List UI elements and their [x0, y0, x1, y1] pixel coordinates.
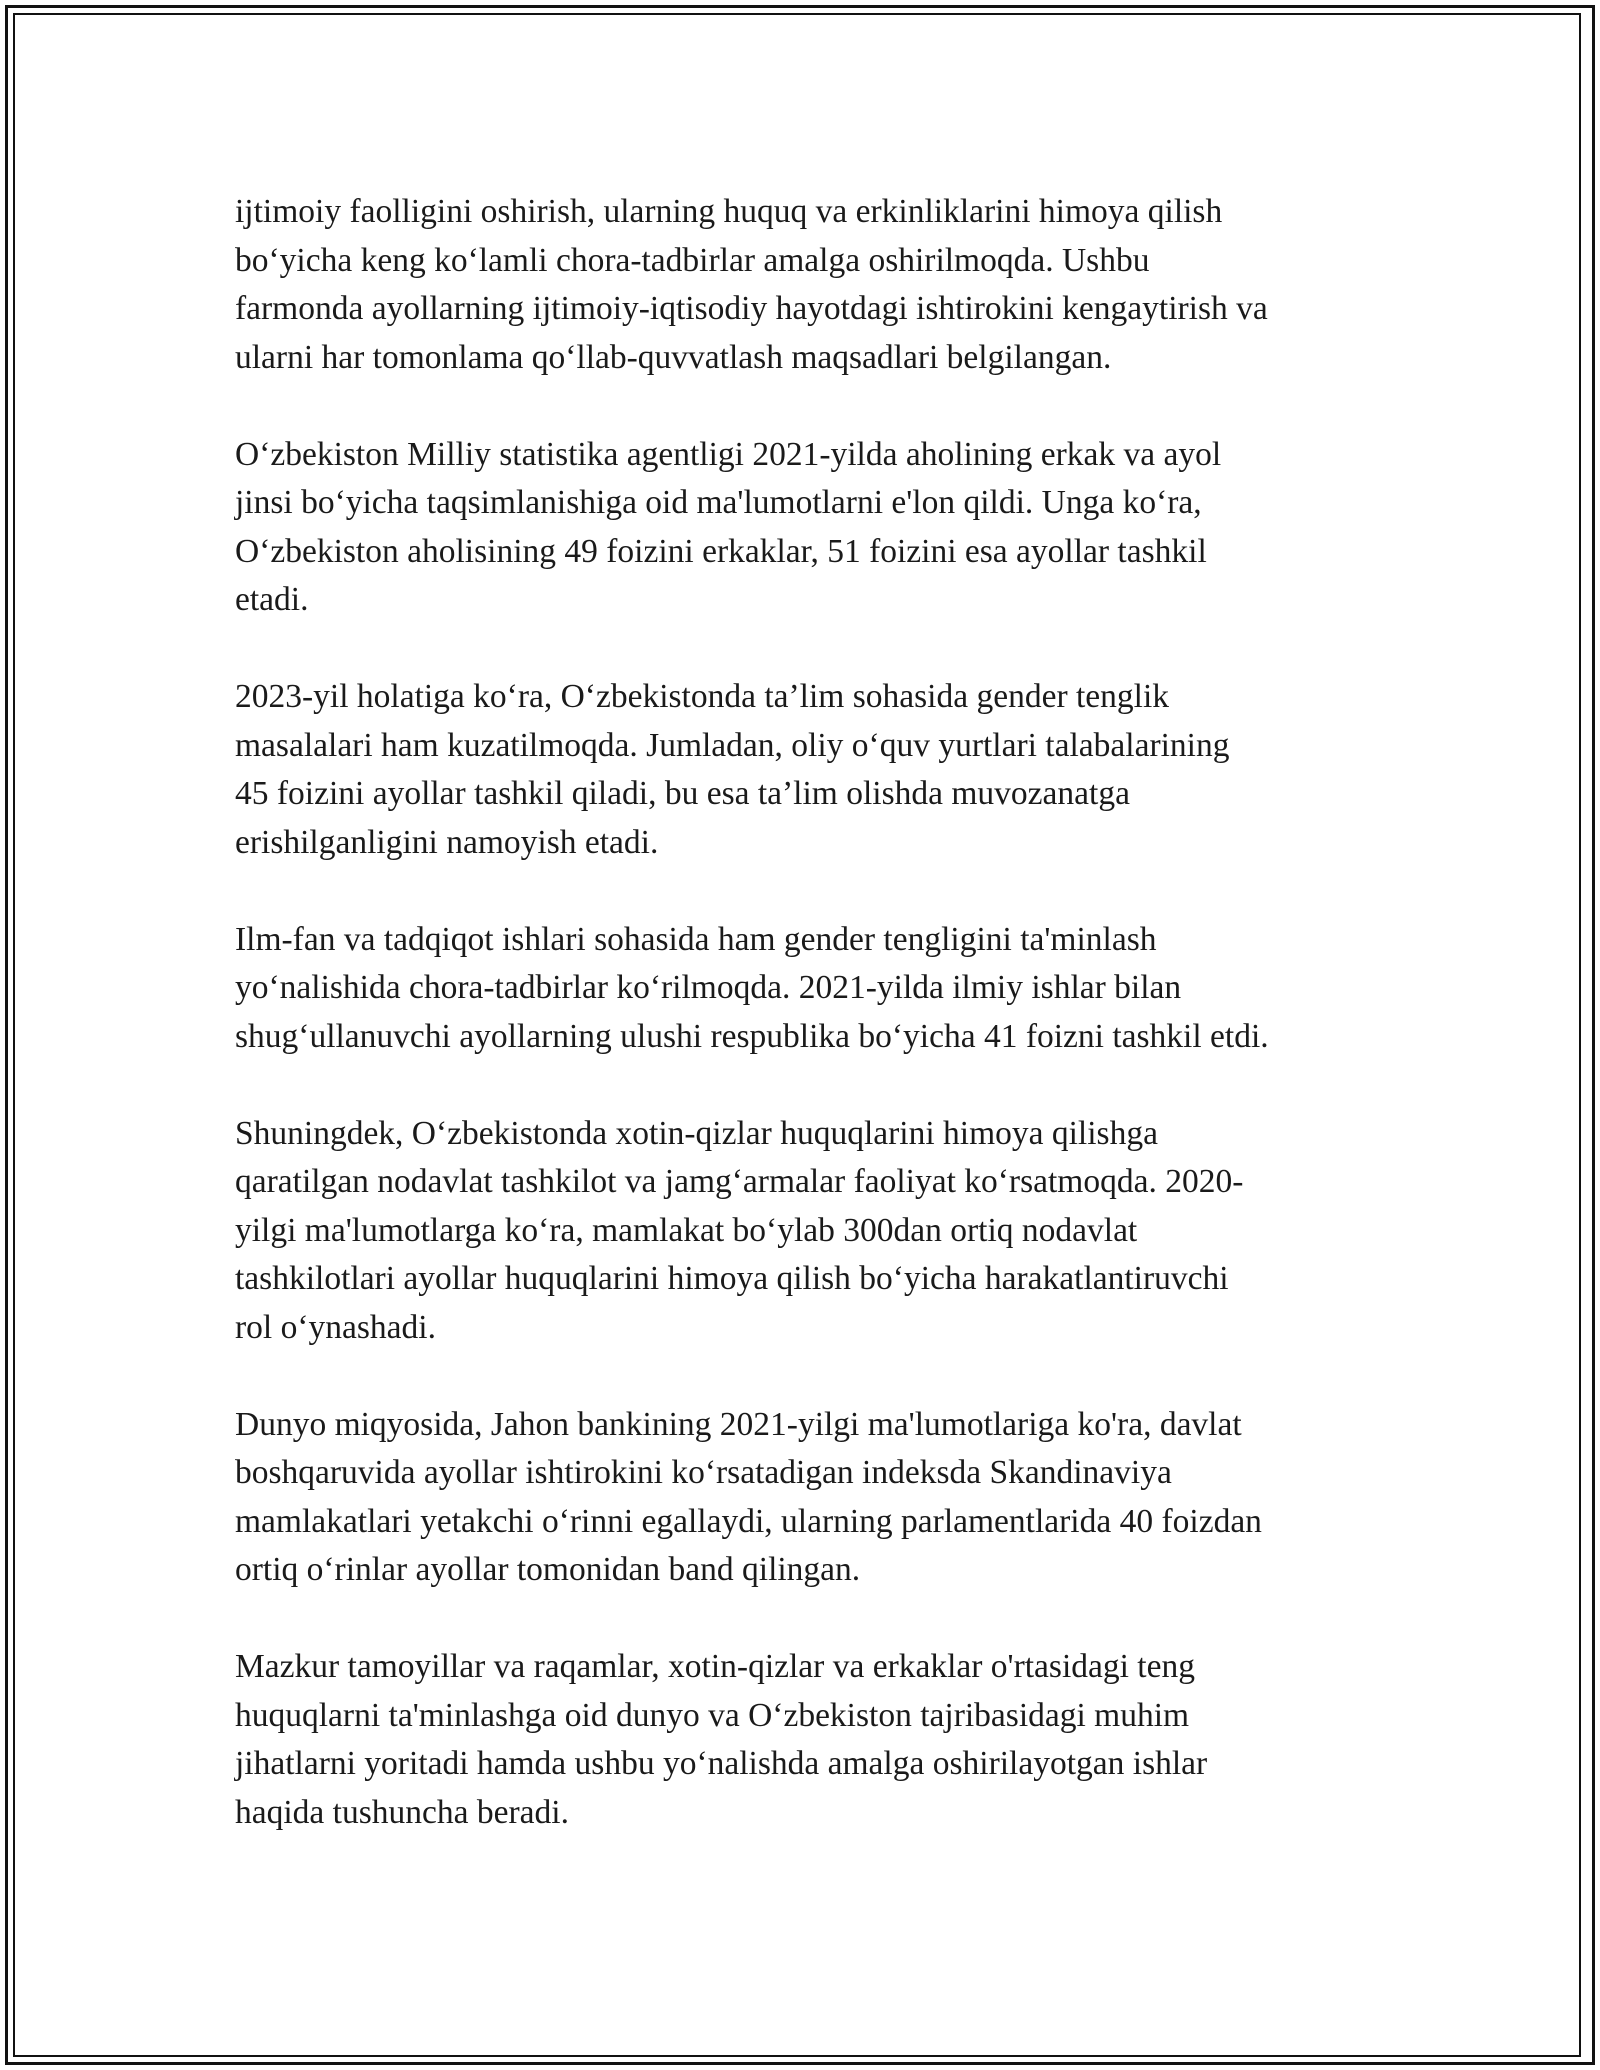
document-body: [235, 188, 1375, 1886]
paragraph-2: O‘zbekiston Milliy statistika agentligi 2021-yilda aholining erkak va ayol jinsi bo‘yicha taqsimlanishiga oid ma'lumotlarni e'lon qildi. Unga ko‘ra, O‘zbekiston aholisining 49 foizini erkaklar, 51 foizini esa ayollar tashkil etadi.: [235, 435, 1222, 618]
paragraph-4: Ilm-fan va tadqiqot ishlari sohasida ham gender tengligini ta'minlash yo‘nalishida chora-tadbirlar ko‘rilmoqda. 2021-yilda ilmiy ishlar bilan shug‘ullanuvchi ayollarning ulushi respublika bo‘yicha 41 foizni tashkil etdi.: [235, 920, 1269, 1055]
paragraph-3: 2023-yil holatiga ko‘ra, O‘zbekistonda ta’lim sohasida gender tenglik masalalari ham kuzatilmoqda. Jumladan, oliy o‘quv yurtlari talabalarining 45 foizini ayollar tashkil qiladi, bu esa ta’lim olishda muvozanatga erishilganligini namoyish etadi.: [235, 678, 1230, 861]
paragraph-5: Shuningdek, O‘zbekistonda xotin-qizlar huquqlarini himoya qilishga qaratilgan nodavlat tashkilot va jamg‘armalar faoliyat ko‘rsatmoqda. 2020- yilgi ma'lumotlarga ko‘ra, mamlakat bo‘ylab 300dan ortiq nodavlat tashkilotlari ayollar huquqlarini himoya qilish bo‘yicha harakatlantiruvchi rol o‘ynashadi.: [235, 1114, 1244, 1346]
paragraph-7: Mazkur tamoyillar va raqamlar, xotin-qizlar va erkaklar o'rtasidagi teng huquqlarni ta'minlashga oid dunyo va O‘zbekiston tajribasidagi muhim jihatlarni yoritadi hamda ushbu yo‘nalishda amalga oshirilayotgan ishlar haqida tushuncha beradi.: [235, 1648, 1208, 1831]
paragraph-6: Dunyo miqyosida, Jahon bankining 2021-yilgi ma'lumotlariga ko'ra, davlat boshqaruvida ayollar ishtirokini ko‘rsatadigan indeksda Skandinaviya mamlakatlari yetakchi o‘rinni egallaydi, ularning parlamentlarida 40 foizdan ortiq o‘rinlar ayollar tomonidan band qilingan.: [235, 1405, 1262, 1588]
paragraph-1: ijtimoiy faolligini oshirish, ularning huquq va erkinliklarini himoya qilish bo‘yicha keng ko‘lamli chora-tadbirlar amalga oshirilmoqda. Ushbu farmonda ayollarning ijtimoiy-iqtisodiy hayotdagi ishtirokini kengaytirish va ularni har tomonlama qo‘llab-quvvatlash maqsadlari belgilangan.: [235, 193, 1268, 376]
